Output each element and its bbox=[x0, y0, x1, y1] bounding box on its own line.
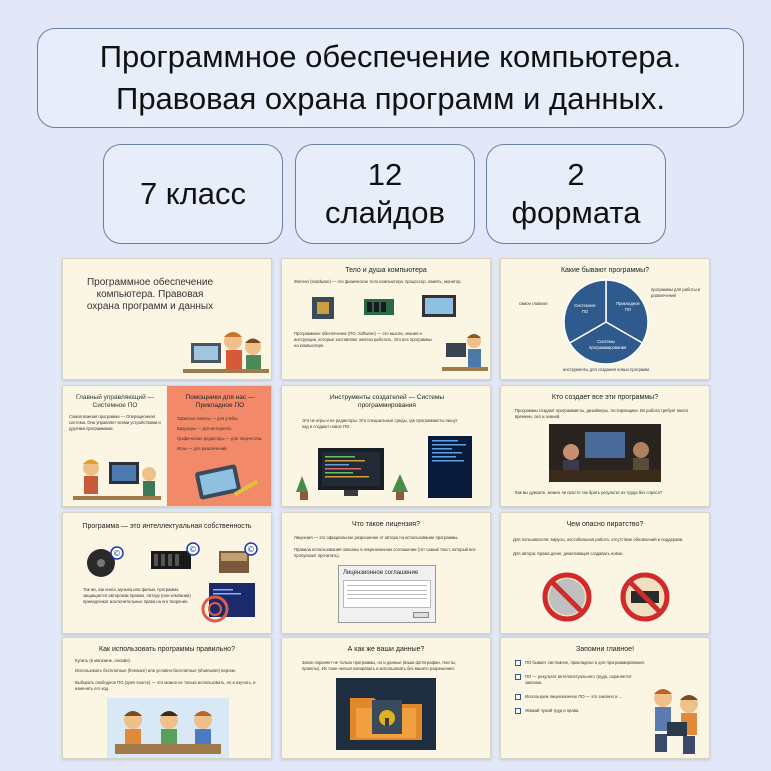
license-text-area bbox=[343, 580, 431, 608]
svg-text:©: © bbox=[247, 545, 255, 554]
annotation-bottom: инструменты для создания новых программ bbox=[563, 367, 650, 372]
secure-folder-icon bbox=[336, 678, 436, 750]
list-item: Графические редакторы — для творчества. bbox=[177, 436, 263, 441]
copyright-icons bbox=[81, 539, 261, 581]
slide-title: Что такое лицензия? bbox=[351, 521, 420, 528]
slide-title: Главный управляющий — Системное ПО bbox=[75, 394, 155, 409]
slide-text: Программное обеспечение (ПО, Software) — это мысли, знания и инструкции, которые заставляют железо работать. Это все программы на компьютере. bbox=[294, 331, 432, 348]
tablet-pencil-icon bbox=[183, 460, 263, 504]
panel-title: Помощники для нас — Прикладное ПО bbox=[185, 394, 255, 409]
annotation-right: программы для работы и развлечений bbox=[651, 287, 701, 298]
slide-text: Это не игры и не редакторы. Это специальные среды, где программисты пишут код и создают новое ПО. bbox=[302, 418, 458, 429]
annotation-left: самое главное bbox=[519, 301, 548, 306]
slide-thumbnail-5[interactable] bbox=[281, 385, 491, 507]
slide-title: Какие бывают программы? bbox=[560, 267, 650, 274]
slide-title: Чем опасно пиратство? bbox=[566, 521, 644, 528]
slide-text: Для автора: Кража денег, демотивация создавать новое. bbox=[513, 551, 624, 556]
list-item: Игры — для развлечений. bbox=[177, 446, 228, 451]
badge-text: слайдов bbox=[325, 195, 445, 230]
badge-number: 2 bbox=[567, 157, 585, 192]
hardware-icons bbox=[302, 291, 472, 323]
slide-text: Закон охраняет не только программы, но и данные (ваши фотографии, тексты, проекты). Их тоже нельзя копировать и использовать без вашего разрешения. bbox=[302, 660, 457, 671]
dialog-title: Лицензионное соглашение bbox=[343, 570, 419, 576]
pie-segment-label: Прикладное ПО bbox=[616, 301, 640, 312]
kids-computer-illustration-icon bbox=[442, 327, 488, 377]
slide-text: Выбирать свободное ПО (open source) — это можно не только использовать, но и изучать, и изменять его код. bbox=[75, 680, 256, 691]
checklist-text: ПО — результат интеллектуального труда, охраняется законом. bbox=[525, 674, 632, 685]
kids-computer-illustration-icon bbox=[73, 448, 161, 504]
checklist-item bbox=[515, 660, 645, 666]
slides-count-badge bbox=[295, 144, 475, 244]
svg-text:©: © bbox=[113, 549, 121, 558]
slide-text: Так же, как книга, музыка или фильм, программа защищается авторским правом. Автору (или компании) принадлежат исключительные права на его творение. bbox=[83, 587, 191, 604]
slide-thumbnail-11[interactable] bbox=[281, 637, 491, 759]
slide-text: Самая важная программа — Операционная система. Она управляет всеми устройствами и другими программами. bbox=[69, 414, 161, 431]
slide-thumbnail-6[interactable] bbox=[500, 385, 710, 507]
svg-text:©: © bbox=[189, 545, 197, 554]
slide-thumbnail-3[interactable] bbox=[500, 258, 710, 380]
pie-segment-label: Системное ПО bbox=[574, 303, 596, 314]
checklist-text: ПО бывает системное, прикладное и для программирования. bbox=[525, 660, 645, 665]
badge-text: 7 класс bbox=[139, 176, 247, 211]
dialog-ok-button[interactable] bbox=[413, 612, 429, 618]
slide-title: Программное обеспечение компьютера. Правовая охрана программ и данных bbox=[86, 277, 214, 312]
slide-thumbnail-12[interactable] bbox=[500, 637, 710, 759]
slide-text: Купить (в магазине, онлайн). bbox=[75, 658, 131, 663]
slide-question: Как вы думаете, можно ли просто так брать результат их труда без спроса? bbox=[515, 490, 663, 495]
list-item: Офисные пакеты — для учебы. bbox=[177, 416, 239, 421]
slide-text: Железо (Hardware) — это физическое тело компьютера: процессор, память, монитор. bbox=[294, 279, 462, 284]
slide-title: А как же ваши данные? bbox=[347, 646, 425, 653]
badge-number: 12 bbox=[367, 157, 403, 192]
pie-segment-label: Системы программирования bbox=[589, 339, 627, 350]
checklist-text: Используем лицензионное ПО — это законно и ... bbox=[525, 694, 623, 699]
formats-count-badge bbox=[486, 144, 666, 244]
slide-text: Правила использования описаны в лицензионном соглашении (тот самый текст, который все пропускают прочитать). bbox=[294, 547, 476, 558]
license-dialog bbox=[338, 565, 436, 623]
title-line-2: Правовая охрана программ и данных. bbox=[116, 81, 665, 116]
kids-tablet-illustration-icon bbox=[641, 678, 709, 758]
slide-thumbnail-8[interactable] bbox=[281, 512, 491, 634]
checklist-item bbox=[515, 708, 645, 714]
checklist bbox=[515, 660, 645, 714]
slide-title: Запомни главное! bbox=[575, 646, 635, 653]
checklist-text: Уважай чужой труд и права. bbox=[525, 708, 580, 713]
kids-computer-illustration-icon bbox=[183, 321, 269, 379]
checkbox-icon bbox=[515, 674, 521, 680]
slide-thumbnail-9[interactable] bbox=[500, 512, 710, 634]
slide-thumbnail-10[interactable] bbox=[62, 637, 272, 759]
checklist-item bbox=[515, 694, 645, 700]
title-line-1: Программное обеспечение компьютера. bbox=[99, 39, 682, 74]
programmers-photo bbox=[549, 424, 661, 482]
checkbox-icon bbox=[515, 660, 521, 666]
slide-text: Использовать бесплатные (freeware) или условно-бесплатные (shareware) версии. bbox=[75, 668, 237, 673]
badge-text: формата bbox=[511, 195, 641, 230]
list-item: Браузеры — для интернета. bbox=[177, 426, 232, 431]
slide-title: Как использовать программы правильно? bbox=[99, 646, 235, 653]
slide-text: Лицензия — это официальное разрешение от автора на использование программы. bbox=[294, 535, 459, 540]
slide-title: Инструменты создателей — Системы программирования bbox=[330, 394, 444, 409]
slide-title: Тело и душа компьютера bbox=[345, 267, 427, 274]
kids-laptops-illustration-icon bbox=[107, 698, 229, 758]
slide-text: Для пользователя: вирусы, нестабильная работа, отсутствие обновлений и поддержки. bbox=[513, 537, 684, 542]
slide-thumbnail-4[interactable] bbox=[62, 385, 272, 507]
checkbox-icon bbox=[515, 708, 521, 714]
slide-thumbnail-7[interactable] bbox=[62, 512, 272, 634]
slide-thumbnail-2[interactable] bbox=[281, 258, 491, 380]
slide-text: Программы создают программисты, дизайнеры, тестировщики. Их работа требует много времени, сил и знаний. bbox=[515, 408, 689, 419]
slide-title: Кто создает все эти программы? bbox=[551, 394, 659, 401]
checkbox-icon bbox=[515, 694, 521, 700]
slide-thumbnail-1[interactable] bbox=[62, 258, 272, 380]
code-monitor-icon bbox=[292, 434, 484, 504]
grade-badge bbox=[103, 144, 283, 244]
no-piracy-icons bbox=[531, 567, 681, 627]
copyright-screen-icon bbox=[201, 581, 259, 625]
slide-title: Программа — это интеллектуальная собственность bbox=[82, 523, 252, 530]
page-title bbox=[37, 28, 744, 128]
pie-diagram bbox=[501, 259, 710, 380]
checklist-item bbox=[515, 674, 645, 686]
